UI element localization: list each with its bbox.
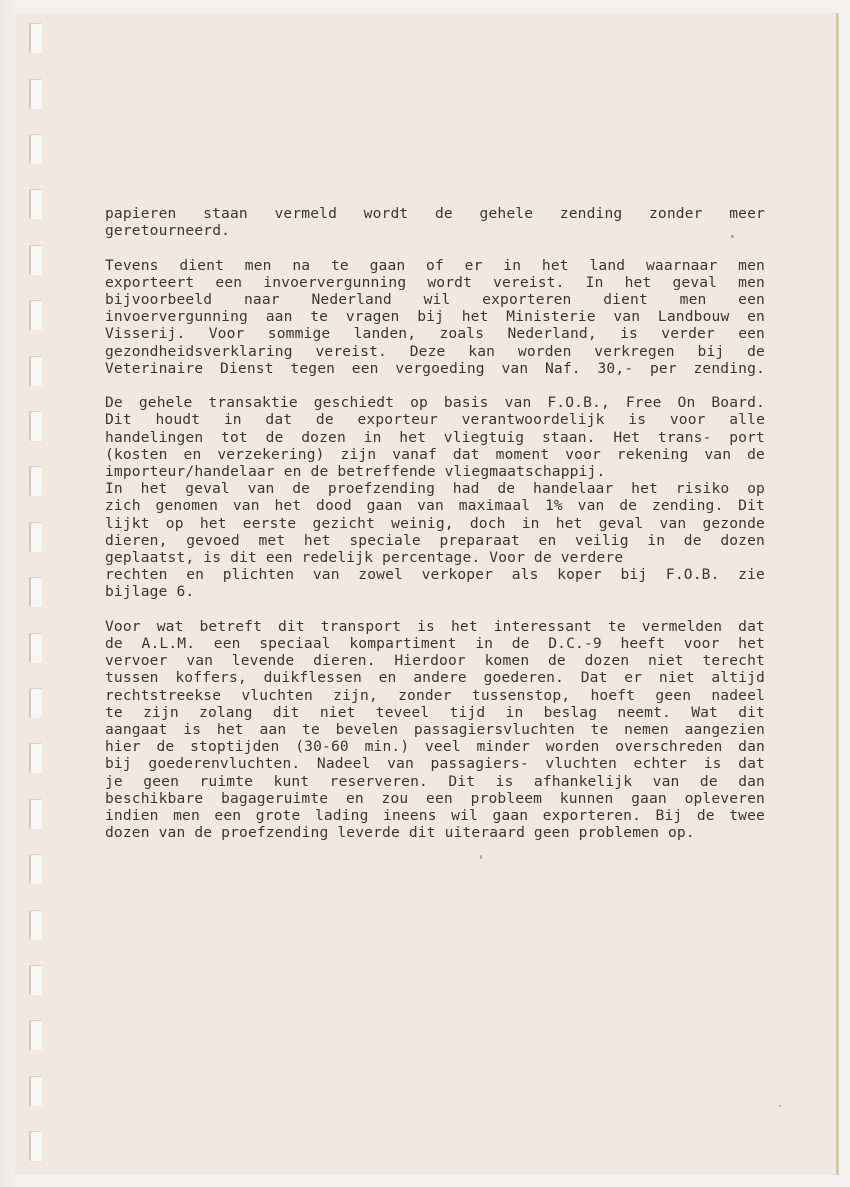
text-line: tussen koffers, duikflessen en andere goederen. Dat er niet altijd (105, 669, 765, 687)
punch-hole-icon (30, 688, 42, 718)
punch-hole-icon (30, 356, 42, 386)
punch-hole-icon (30, 189, 42, 219)
scan-speck (779, 1105, 781, 1107)
text-line: exporteert een invoervergunning wordt vereist. In het geval men (105, 273, 765, 291)
paragraph-fob-transaction (105, 394, 765, 480)
text-line: bij goederenvluchten. Nadeel van passagiers- vluchten echter is dat (105, 755, 765, 773)
text-line: Visserij. Voor sommige landen, zoals Nederland, is verder een (105, 325, 765, 343)
punch-hole-icon (30, 134, 42, 164)
text-line: rechten en plichten van zowel verkoper als koper bij F.O.B. zie (105, 566, 765, 584)
text-line: hier de stoptijden (30-60 min.) veel minder worden overschreden dan (105, 738, 765, 756)
punch-hole-icon (30, 1131, 42, 1161)
text-line: zich genomen van het dood gaan van maximaal 1% van de zending. Dit (105, 497, 765, 515)
text-line: rechtstreekse vluchten zijn, zonder tussenstop, hoeft geen nadeel (105, 686, 765, 704)
punch-hole-icon (30, 1020, 42, 1050)
punch-hole-icon (30, 466, 42, 496)
text-line: geplaatst, is dit een redelijk percentage. Voor de verdere (105, 549, 624, 567)
paragraph-continuation (105, 205, 765, 239)
paragraph-import-license (105, 257, 765, 377)
text-line: handelingen tot de dozen in het vliegtuig staan. Het trans- port (105, 428, 765, 446)
text-line: papieren staan vermeld wordt de gehele zending zonder meer (105, 205, 765, 222)
text-line: Dit houdt in dat de exporteur verantwoordelijk is voor alle (105, 411, 765, 429)
text-line: Voor wat betreft dit transport is het interessant te vermelden dat (105, 617, 765, 635)
document-body (105, 205, 765, 859)
text-line: dozen van de proefzending leverde dit uiteraard geen problemen op. (105, 824, 695, 842)
text-line: vervoer van levende dieren. Hierdoor komen de dozen niet terecht (105, 652, 765, 670)
text-line: De gehele transaktie geschiedt op basis van F.O.B., Free On Board. (105, 394, 765, 412)
text-line: importeur/handelaar en de betreffende vliegmaatschappij. (105, 463, 606, 481)
text-line: lijkt op het eerste gezicht weinig, doch in het geval van gezonde (105, 514, 765, 532)
punch-hole-icon (30, 411, 42, 441)
text-line: dieren, gevoed met het speciale preparaat en veilig in de dozen (105, 531, 765, 549)
text-line: indien men een grote lading ineens wil gaan exporteren. Bij de twee (105, 807, 765, 825)
text-line: (kosten en verzekering) zijn vanaf dat moment voor rekening van de (105, 445, 765, 463)
punch-hole-icon (30, 245, 42, 275)
text-line: aangaat is het aan te bevelen passagiersvluchten te nemen aangezien (105, 721, 765, 739)
punch-hole-icon (30, 1076, 42, 1106)
text-line: Veterinaire Dienst tegen een vergoeding van Naf. 30,- per zending. (105, 359, 765, 377)
text-line: bijvoorbeeld naar Nederland wil exporteren dient men een (105, 291, 765, 308)
text-line: je geen ruimte kunt reserveren. Dit is afhankelijk van de dan (105, 772, 765, 790)
punch-hole-icon (30, 799, 42, 829)
text-line: invoervergunning aan te vragen bij het Ministerie van Landbouw en (105, 308, 765, 326)
text-line: gezondheidsverklaring vereist. Deze kan worden verkregen bij de (105, 342, 765, 360)
paragraph-trial-shipment-risk (105, 480, 765, 600)
scanner-background (0, 0, 16, 1187)
text-line: beschikbare bagageruimte en zou een probleem kunnen gaan opleveren (105, 789, 765, 807)
punch-hole-icon (30, 23, 42, 53)
punch-hole-icon (30, 854, 42, 884)
punch-hole-icon (30, 522, 42, 552)
punch-hole-icon (30, 79, 42, 109)
punch-hole-icon (30, 300, 42, 330)
text-line: bijlage 6. (105, 583, 195, 601)
text-line: geretourneerd. (105, 222, 231, 240)
punch-hole-icon (30, 965, 42, 995)
punch-hole-icon (30, 743, 42, 773)
text-line: In het geval van de proefzending had de handelaar het risiko op (105, 480, 765, 498)
text-line: Tevens dient men na te gaan of er in het land waarnaar men (105, 256, 765, 274)
punch-hole-icon (30, 910, 42, 940)
text-line: de A.L.M. een speciaal kompartiment in de D.C.-9 heeft voor het (105, 635, 765, 653)
punch-hole-icon (30, 633, 42, 663)
punch-hole-icon (30, 577, 42, 607)
text-line: te zijn zolang dit niet teveel tijd in beslag neemt. Wat dit (105, 703, 765, 721)
paragraph-transport (105, 618, 765, 842)
